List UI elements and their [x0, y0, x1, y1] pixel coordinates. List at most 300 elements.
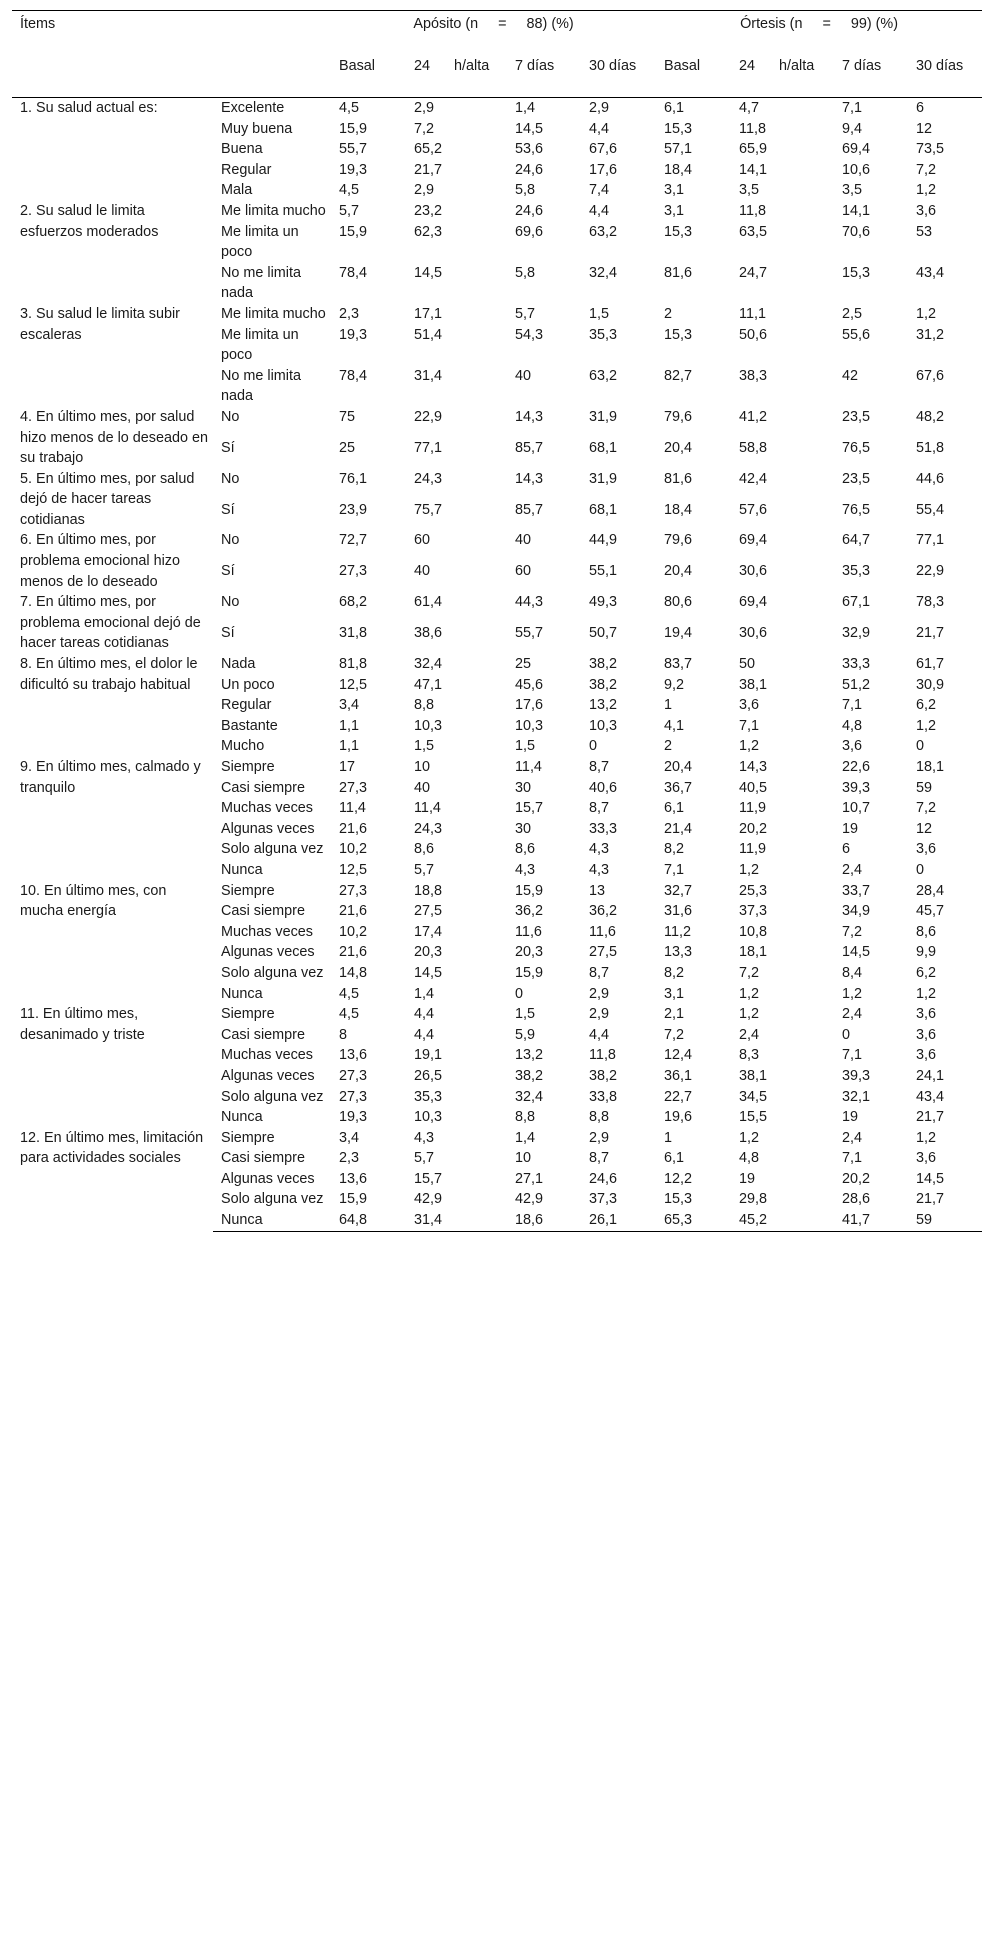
value-cell: 53 [916, 223, 933, 240]
value-cell: 42,9 [414, 1191, 443, 1208]
value-cell: 11,4 [414, 800, 441, 817]
value-cell: 12,4 [664, 1047, 693, 1064]
value-cell: 4,4 [414, 1026, 435, 1043]
value-cell: 24,1 [916, 1067, 945, 1084]
value-cell: 3,1 [664, 182, 685, 199]
value-cell: 21,7 [916, 1109, 945, 1126]
value-cell: 48,2 [916, 408, 945, 425]
timepoint-header: Basal [656, 46, 731, 98]
option-label: Muchas veces [221, 800, 313, 817]
value-cell: 9,9 [916, 944, 937, 961]
value-cell: 6,1 [664, 1150, 685, 1167]
value-cell: 21,7 [414, 161, 443, 178]
value-cell: 36,2 [515, 903, 544, 920]
value-cell: 10 [414, 759, 431, 775]
value-cell: 4,1 [664, 717, 685, 734]
value-cell: 70,6 [842, 223, 871, 240]
value-cell: 40 [515, 367, 532, 384]
value-cell: 8,7 [589, 759, 610, 775]
option-label: Nunca [221, 985, 263, 1002]
value-cell: 8,8 [589, 1109, 610, 1126]
value-cell: 38,1 [739, 676, 768, 693]
table-row [12, 469, 982, 500]
value-cell: 38,1 [739, 1067, 768, 1084]
value-cell: 12 [916, 120, 933, 137]
value-cell: 4,8 [739, 1150, 760, 1167]
value-cell: 51,8 [916, 439, 945, 456]
value-cell: 10,3 [515, 717, 544, 734]
value-cell: 3,1 [664, 202, 685, 219]
value-cell: 17,4 [414, 923, 443, 940]
value-cell: 7,1 [842, 1150, 863, 1167]
timepoint-header: 7 días [507, 46, 581, 98]
table-row [12, 1004, 982, 1025]
option-label: Sí [221, 439, 235, 456]
value-cell: 40,6 [589, 779, 618, 796]
value-cell: 45,6 [515, 676, 544, 693]
value-cell: 0 [916, 861, 925, 878]
value-cell: 4,8 [842, 717, 863, 734]
value-cell: 30,6 [739, 563, 768, 580]
value-cell: 12,5 [339, 676, 368, 693]
option-label: Un poco [221, 676, 275, 693]
value-cell: 29,8 [739, 1191, 768, 1208]
value-cell: 36,2 [589, 903, 618, 920]
value-cell: 7,1 [842, 697, 863, 714]
value-cell: 5,7 [515, 305, 536, 322]
value-cell: 38,2 [589, 1067, 618, 1084]
value-cell: 40 [414, 563, 431, 580]
value-cell: 2,4 [842, 1129, 863, 1146]
option-label: Algunas veces [221, 1067, 315, 1084]
item-label: 10. En último mes, con mucha energía [20, 882, 167, 920]
value-cell: 37,3 [739, 903, 768, 920]
value-cell: 19,1 [414, 1047, 443, 1064]
value-cell: 31,6 [664, 903, 693, 920]
value-cell: 44,9 [589, 532, 618, 549]
value-cell: 8,6 [916, 923, 937, 940]
item-label: 3. Su salud le limita subir escaleras [20, 305, 180, 343]
value-cell: 81,6 [664, 470, 693, 487]
value-cell: 10,3 [414, 717, 443, 734]
value-cell: 11,4 [339, 800, 366, 817]
value-cell: 2,1 [664, 1006, 685, 1023]
value-cell: 10,2 [339, 841, 368, 858]
value-cell: 0 [515, 985, 524, 1002]
value-cell: 35,3 [414, 1088, 443, 1105]
value-cell: 42,4 [739, 470, 768, 487]
value-cell: 7,2 [916, 800, 937, 817]
value-cell: 15,9 [339, 1191, 368, 1208]
option-label: No [221, 594, 240, 611]
option-label: Casi siempre [221, 903, 305, 920]
value-cell: 3,6 [916, 1026, 937, 1043]
value-cell: 21,4 [664, 820, 693, 837]
value-cell: 38,2 [515, 1067, 544, 1084]
value-cell: 13 [589, 882, 606, 899]
value-cell: 38,6 [414, 625, 443, 642]
option-label: No [221, 532, 240, 549]
item-label: 12. En último mes, limitación para actividades sociales [20, 1129, 204, 1167]
value-cell: 2,3 [339, 305, 360, 322]
value-cell: 3,5 [842, 182, 863, 199]
value-cell: 21,6 [339, 944, 368, 961]
value-cell: 85,7 [515, 439, 544, 456]
value-cell: 18,4 [664, 501, 693, 518]
value-cell: 18,6 [507, 1210, 581, 1231]
item-label: 9. En último mes, calmado y tranquilo [20, 759, 201, 796]
value-cell: 6 [842, 841, 851, 858]
header-row-groups [12, 11, 982, 47]
value-cell: 4,3 [515, 861, 536, 878]
option-label: Algunas veces [221, 944, 315, 961]
value-cell: 18,1 [739, 944, 768, 961]
value-cell: 24,6 [515, 202, 544, 219]
value-cell: 26,1 [581, 1210, 656, 1231]
value-cell: 24,6 [515, 161, 544, 178]
value-cell: 40 [515, 532, 532, 549]
timepoint-header: 24 h/alta [406, 46, 507, 98]
value-cell: 79,6 [664, 532, 693, 549]
table-row [12, 530, 982, 561]
value-cell: 69,4 [739, 594, 768, 611]
value-cell: 10 [515, 1150, 532, 1167]
value-cell: 14,5 [414, 964, 443, 981]
option-label: No [221, 470, 240, 487]
option-label: Buena [221, 141, 263, 158]
item-label: 4. En último mes, por salud hizo menos de lo deseado en su trabajo [20, 408, 209, 467]
timepoint-header: 24 h/alta [731, 46, 834, 98]
value-cell: 34,5 [739, 1088, 768, 1105]
value-cell: 65,2 [414, 141, 443, 158]
value-cell: 13,3 [664, 944, 693, 961]
value-cell: 8,7 [589, 800, 610, 817]
option-label: Sí [221, 501, 235, 518]
value-cell: 76,5 [842, 439, 871, 456]
timepoint-header: Basal [331, 46, 406, 98]
value-cell: 3,6 [916, 841, 937, 858]
item-label: 6. En último mes, por problema emocional hizo menos de lo deseado [20, 532, 180, 590]
value-cell: 1,2 [739, 861, 760, 878]
value-cell: 3,4 [339, 1129, 360, 1146]
value-cell: 27,5 [589, 944, 618, 961]
value-cell: 2,4 [842, 1006, 863, 1023]
value-cell: 31,9 [589, 408, 618, 425]
value-cell: 32,4 [414, 656, 443, 673]
value-cell: 4,3 [589, 861, 610, 878]
value-cell: 17 [339, 759, 356, 775]
value-cell: 13,6 [339, 1170, 368, 1187]
value-cell: 20,3 [414, 944, 443, 961]
value-cell: 7,1 [664, 861, 685, 878]
option-label: Mucho [221, 738, 265, 755]
value-cell: 0 [589, 738, 598, 755]
value-cell: 82,7 [664, 367, 693, 384]
value-cell: 23,2 [414, 202, 443, 219]
option-label: Nunca [213, 1210, 331, 1231]
value-cell: 47,1 [414, 676, 443, 693]
value-cell: 15,3 [664, 120, 693, 137]
value-cell: 11,9 [739, 841, 766, 858]
value-cell: 11,9 [739, 800, 766, 817]
table-row [12, 1128, 982, 1149]
value-cell: 25,3 [739, 882, 768, 899]
value-cell: 63,5 [739, 223, 768, 240]
value-cell: 3,1 [664, 985, 685, 1002]
value-cell: 49,3 [589, 594, 618, 611]
value-cell: 44,3 [515, 594, 544, 611]
value-cell: 78,4 [339, 264, 368, 281]
option-label: Me limita mucho [221, 305, 326, 322]
value-cell: 38,2 [589, 676, 618, 693]
value-cell: 6,2 [916, 964, 937, 981]
value-cell: 2,9 [414, 100, 435, 116]
value-cell: 50 [739, 656, 756, 673]
value-cell: 8,8 [515, 1109, 536, 1126]
value-cell: 65,9 [739, 141, 768, 158]
value-cell: 11,8 [589, 1047, 616, 1064]
option-label: Mala [221, 182, 253, 199]
value-cell: 41,7 [834, 1210, 908, 1231]
value-cell: 17,6 [589, 161, 618, 178]
value-cell: 1,5 [515, 738, 536, 755]
value-cell: 15,9 [339, 120, 368, 137]
value-cell: 14,3 [515, 408, 544, 425]
value-cell: 14,5 [916, 1170, 945, 1187]
value-cell: 33,3 [842, 656, 871, 673]
value-cell: 27,3 [339, 563, 368, 580]
value-cell: 76,5 [842, 501, 871, 518]
value-cell: 6 [916, 100, 925, 116]
value-cell: 1,2 [916, 182, 937, 199]
value-cell: 20,3 [515, 944, 544, 961]
value-cell: 38,3 [739, 367, 768, 384]
table-row [12, 592, 982, 623]
value-cell: 78,3 [916, 594, 945, 611]
value-cell: 72,7 [339, 532, 368, 549]
value-cell: 2,9 [589, 985, 610, 1002]
value-cell: 32,9 [842, 625, 871, 642]
value-cell: 59 [916, 779, 933, 796]
value-cell: 54,3 [515, 326, 544, 343]
value-cell: 12 [916, 820, 933, 837]
table-row [12, 304, 982, 325]
value-cell: 21,6 [339, 903, 368, 920]
value-cell: 10,2 [339, 923, 368, 940]
value-cell: 2,9 [589, 1006, 610, 1023]
value-cell: 14,3 [515, 470, 544, 487]
table-row [12, 201, 982, 222]
value-cell: 33,7 [842, 882, 871, 899]
option-label: Solo alguna vez [221, 1191, 324, 1208]
value-cell: 67,6 [916, 367, 945, 384]
item-label: 5. En último mes, por salud dejó de hacer tareas cotidianas [20, 470, 195, 528]
value-cell: 35,3 [589, 326, 618, 343]
option-label: Solo alguna vez [221, 841, 324, 858]
option-label: No me limita nada [221, 264, 301, 302]
value-cell: 5,7 [339, 202, 360, 219]
value-cell: 11,2 [664, 923, 691, 940]
option-label: Excelente [221, 100, 285, 116]
value-cell: 22,7 [664, 1088, 693, 1105]
value-cell: 3,6 [842, 738, 863, 755]
value-cell: 15,9 [515, 964, 544, 981]
table-row [12, 407, 982, 438]
value-cell: 5,7 [414, 861, 435, 878]
value-cell: 55,7 [339, 141, 368, 158]
value-cell: 7,1 [842, 1047, 863, 1064]
value-cell: 4,5 [339, 100, 360, 116]
value-cell: 3,6 [739, 697, 760, 714]
value-cell: 31,2 [916, 326, 945, 343]
value-cell: 1,2 [739, 985, 760, 1002]
value-cell: 30 [515, 820, 532, 837]
timepoint-header: 30 días [908, 46, 982, 98]
value-cell: 32,1 [842, 1088, 871, 1105]
value-cell: 19,3 [339, 161, 368, 178]
value-cell: 22,6 [842, 759, 871, 775]
option-label: Sí [221, 563, 235, 580]
value-cell: 24,7 [739, 264, 768, 281]
value-cell: 2,3 [339, 1150, 360, 1167]
value-cell: 1,1 [339, 717, 360, 734]
value-cell: 19,4 [664, 625, 693, 642]
value-cell: 1,2 [739, 1129, 760, 1146]
value-cell: 7,2 [414, 120, 435, 137]
value-cell: 51,2 [842, 676, 871, 693]
value-cell: 1,1 [339, 738, 360, 755]
option-label: Siempre [221, 1006, 275, 1023]
value-cell: 69,6 [515, 223, 544, 240]
value-cell: 0 [916, 738, 925, 755]
value-cell: 8,7 [589, 1150, 610, 1167]
value-cell: 19 [842, 1109, 859, 1126]
value-cell: 3,6 [916, 1006, 937, 1023]
value-cell: 1,2 [916, 985, 937, 1002]
value-cell: 2 [664, 738, 673, 755]
value-cell: 15,3 [664, 223, 693, 240]
value-cell: 8,2 [664, 964, 685, 981]
value-cell: 30,9 [916, 676, 945, 693]
value-cell: 20,4 [664, 759, 693, 775]
value-cell: 31,8 [339, 625, 368, 642]
option-label: No me limita nada [221, 367, 301, 405]
value-cell: 15,7 [414, 1170, 443, 1187]
option-label: Me limita mucho [221, 202, 326, 219]
value-cell: 3,5 [739, 182, 760, 199]
value-cell: 28,6 [842, 1191, 871, 1208]
value-cell: 37,3 [589, 1191, 618, 1208]
value-cell: 3,6 [916, 1150, 937, 1167]
option-column-header [213, 11, 331, 47]
value-cell: 23,5 [842, 470, 871, 487]
option-label: Me limita un poco [221, 223, 299, 261]
value-cell: 76,1 [339, 470, 368, 487]
value-cell: 43,4 [916, 264, 945, 281]
value-cell: 19,3 [339, 1109, 368, 1126]
value-cell: 63,2 [589, 223, 618, 240]
option-label: Casi siempre [221, 779, 305, 796]
value-cell: 24,3 [414, 470, 443, 487]
value-cell: 75,7 [414, 501, 443, 518]
value-cell: 2,5 [842, 305, 863, 322]
value-cell: 28,4 [916, 882, 945, 899]
value-cell: 57,6 [739, 501, 768, 518]
option-label: Nunca [221, 861, 263, 878]
value-cell: 81,6 [664, 264, 693, 281]
option-label: Siempre [221, 882, 275, 899]
value-cell: 41,2 [739, 408, 768, 425]
value-cell: 55,4 [916, 501, 945, 518]
table-row [12, 881, 982, 902]
value-cell: 34,9 [842, 903, 871, 920]
value-cell: 19 [739, 1170, 756, 1187]
value-cell: 7,2 [842, 923, 863, 940]
value-cell: 77,1 [916, 532, 945, 549]
value-cell: 77,1 [414, 439, 443, 456]
value-cell: 2,9 [589, 100, 610, 116]
value-cell: 17,1 [414, 305, 443, 322]
value-cell: 24,6 [589, 1170, 618, 1187]
value-cell: 42 [842, 367, 859, 384]
value-cell: 15,9 [515, 882, 544, 899]
value-cell: 24,3 [414, 820, 443, 837]
value-cell: 1,5 [515, 1006, 536, 1023]
option-label: Bastante [221, 717, 278, 734]
value-cell: 15,5 [739, 1109, 768, 1126]
value-cell: 1,5 [414, 738, 435, 755]
value-cell: 45,7 [916, 903, 945, 920]
option-label: Nada [221, 656, 256, 673]
option-label: Siempre [221, 759, 275, 775]
value-cell: 36,7 [664, 779, 693, 796]
value-cell: 15,3 [842, 264, 871, 281]
value-cell: 7,2 [739, 964, 760, 981]
value-cell: 21,7 [916, 625, 945, 642]
value-cell: 32,4 [515, 1088, 544, 1105]
option-label: Casi siempre [221, 1150, 305, 1167]
value-cell: 4,5 [339, 182, 360, 199]
value-cell: 12,5 [339, 861, 368, 878]
value-cell: 2,4 [842, 861, 863, 878]
value-cell: 13,2 [589, 697, 618, 714]
option-label: Regular [221, 161, 272, 178]
value-cell: 2 [664, 305, 673, 322]
option-label: Me limita un poco [221, 326, 299, 364]
value-cell: 6,1 [664, 800, 685, 817]
value-cell: 11,6 [515, 923, 542, 940]
value-cell: 1,4 [414, 985, 435, 1002]
value-cell: 83,7 [664, 656, 693, 673]
value-cell: 39,3 [842, 779, 871, 796]
value-cell: 7,2 [916, 161, 937, 178]
value-cell: 17,6 [515, 697, 544, 714]
value-cell: 8,7 [589, 964, 610, 981]
value-cell: 4,4 [414, 1006, 435, 1023]
value-cell: 14,3 [739, 759, 768, 775]
value-cell: 59 [908, 1210, 982, 1231]
value-cell: 78,4 [339, 367, 368, 384]
sf12-results-table [12, 10, 982, 1232]
value-cell: 14,5 [414, 264, 443, 281]
value-cell: 25 [339, 439, 356, 456]
item-label: 8. En último mes, el dolor le dificultó su trabajo habitual [20, 656, 198, 693]
value-cell: 9,4 [842, 120, 863, 137]
value-cell: 30 [515, 779, 532, 796]
value-cell: 22,9 [414, 408, 443, 425]
value-cell: 38,2 [589, 656, 618, 673]
value-cell: 39,3 [842, 1067, 871, 1084]
